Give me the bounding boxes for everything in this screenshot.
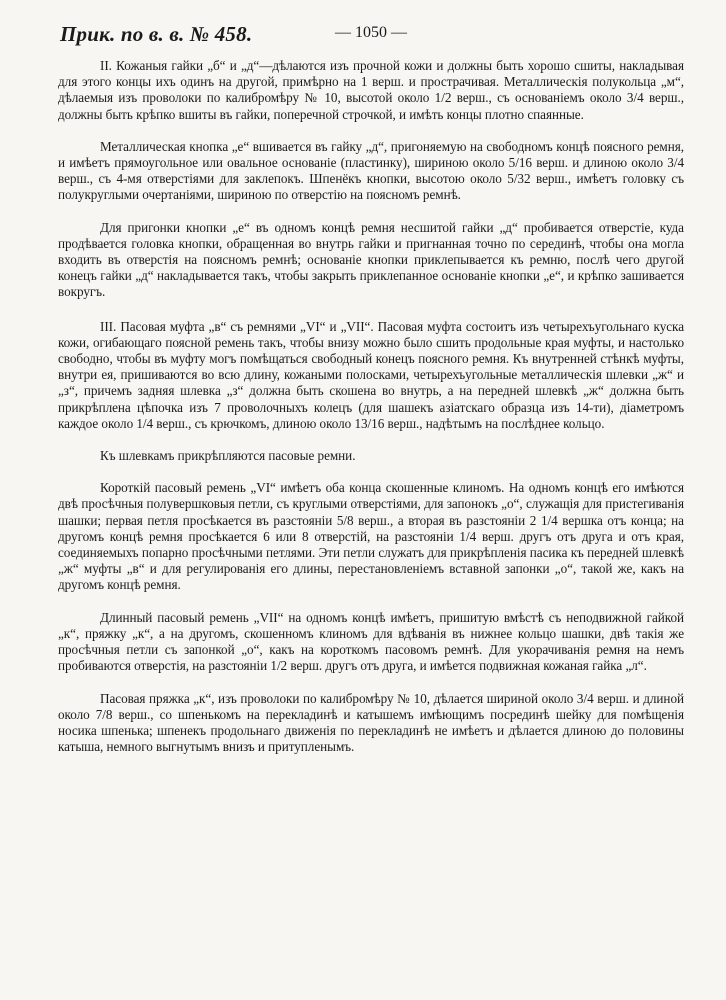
document-body <box>58 58 684 755</box>
paragraph-short-strap: Короткій пасовый ремень „VI“ имѣетъ оба конца скошенные клиномъ. На одномъ концѣ его имѣются двѣ просѣчныя полувершковыя петли, съ круглыми отверстіями, для запонокъ „о“, служащія для пристегиванія шашки; первая петля просѣкается въ разстояніи 5/8 верш., а вторая въ разстояніи 2 1/4 вершка отъ конца; на другомъ концѣ ремня просѣкается 6 или 8 отверстій, на разстояніи 1/4 верш. другъ отъ друга и отъ края, соединяемыхъ попарно просѣчными петлями. Эти петли служатъ для прикрѣпленія пасика къ передней шлевкѣ „ж“ муфты „в“ и для регулированія его длины, перестановленіемъ вставной запонки „о“, такой же, какъ на другомъ концѣ ремня. <box>58 480 684 593</box>
page-header <box>60 22 684 50</box>
paragraph-leather-loops: II. Кожаныя гайки „б“ и „д“—дѣлаются изъ прочной кожи и должны быть хорошо сшиты, накладывая для этого концы ихъ одинъ на другой, примѣрно на 1 верш. и прострачивая. Металлическія полукольца „м“, дѣлаемыя изъ проволоки по калибромѣру № 10, высотой около 1/2 верш., съ основаніемъ около 3/4 верш., должны быть крѣпко вшиты въ гайки, поперечной строчкой, и имѣть концы плотно спаянные. <box>58 58 684 122</box>
paragraph-strap-attachment: Къ шлевкамъ прикрѣпляются пасовые ремни. <box>100 448 356 464</box>
paragraph-strap-sleeve: III. Пасовая муфта „в“ съ ремнями „VI“ и „VII“. Пасовая муфта состоитъ изъ четырехъугольнаго куска кожи, огибающаго поясной ремень такъ, чтобы внизу можно было сшить продольные края муфты, и настолько свободно, чтобы въ муфту могъ помѣщаться свободный конецъ поясного ремня. Къ внутренней стѣнкѣ муфты, внутри ея, пришиваются во всю длину, кожаными полосками, четырехъугольные металлическія шлевки „ж“ и „з“, причемъ задняя шлевка „з“ должна быть скошена во внутрь, а на передней шлевкѣ „ж“ должна быть прикрѣплена цѣпочка изъ 7 проволочныхъ колецъ (для шашекъ азіатскаго образца изъ 14-ти), діаметромъ каждое около 1/4 верш., съ крючкомъ, длиною около 13/16 верш., надѣтымъ на послѣднее кольцо. <box>58 318 684 431</box>
paragraph-button-fitting: Для пригонки кнопки „е“ въ одномъ концѣ ремня несшитой гайки „д“ пробивается отверстіе, куда продѣвается головка кнопки, обращенная во внутрь гайки и пригнанная точно по серединѣ, чтобы она могла входить въ отверстія на поясномъ ремнѣ; основаніе кнопки приклепывается къ ремню, послѣ чего другой конецъ гайки „д“ накладывается такъ, чтобы закрыть приклепанное основаніе кнопки „е“, и крѣпко зашивается вокругъ. <box>58 219 684 300</box>
page-number: — 1050 — <box>335 24 407 41</box>
paragraph-long-strap: Длинный пасовый ремень „VII“ на одномъ концѣ имѣетъ, пришитую вмѣстѣ съ неподвижной гайкой „к“, пряжку „к“, а на другомъ, скошенномъ клиномъ для вдѣванія въ нижнее кольцо шашки, двѣ такія же просѣчныя петли съ запонкой „о“, какъ на короткомъ пасовомъ ремнѣ. Для укорачиванія ремня на немъ пробиваются отверстія, на разстояніи 1/2 верш. другъ отъ друга, и имѣется подвижная кожаная гайка „л“. <box>58 609 684 674</box>
order-reference: Прик. по в. в. № 458. <box>60 22 253 46</box>
paragraph-metal-button: Металлическая кнопка „е“ вшивается въ гайку „д“, пригоняемую на свободномъ концѣ поясного ремня, и имѣетъ прямоугольное или овальное основаніе (пластинку), шириною около 5/16 верш. и длиною около 3/4 верш., съ 4-мя отверстіями для заклепокъ. Шпенёкъ кнопки, высотою около 5/32 верш., имѣетъ головку съ полукруглыми очертаніями, шириною по отверстію на поясномъ ремнѣ. <box>58 138 684 203</box>
paragraph-strap-buckle: Пасовая пряжка „к“, изъ проволоки по калибромѣру № 10, дѣлается шириной около 3/4 верш. и длиной около 7/8 верш., со шпенькомъ на перекладинѣ и катышемъ имѣющимъ посрединѣ шейку для помѣщенія носика шпенька; шпенекъ продольнаго движенія по перекладинѣ не имѣетъ и дѣлается длиною до половины катыша, немного выгнутымъ внизъ и притупленымъ. <box>58 690 684 755</box>
